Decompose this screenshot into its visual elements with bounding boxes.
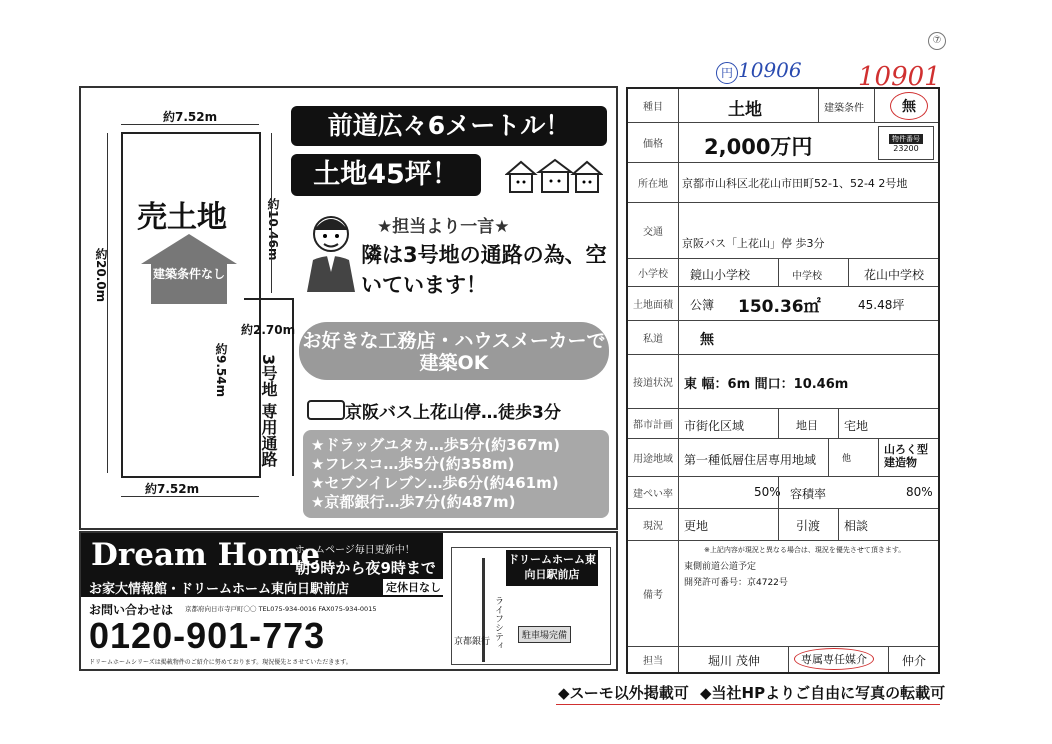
label-junior: 中学校 xyxy=(792,271,822,282)
fineprint: ドリームホームシリーズは掲載物件のご紹介に努めております。現況優先とさせていただきます。 xyxy=(89,659,352,666)
value-deal-type: 専属専任媒介 xyxy=(794,648,874,670)
label-elementary: 小学校 xyxy=(628,259,679,286)
map-shop-label: ドリームホーム東向日駅前店 xyxy=(506,550,598,586)
property-summary-table xyxy=(626,87,940,674)
value-property-number: 23200 xyxy=(893,143,919,153)
property-number-box xyxy=(878,126,934,160)
staff-comment: 隣は3号地の通路の為、空いています！ xyxy=(361,243,607,297)
label-land-area: 土地面積 xyxy=(628,287,679,320)
remarks-note: ※上記内容が現況と異なる場合は、現況を優先させて頂きます。 xyxy=(704,546,906,554)
label-road-access: 接道状況 xyxy=(628,355,679,408)
row-city-plan xyxy=(628,409,938,439)
value-coverage: 50% xyxy=(754,485,781,499)
value-floor-area-ratio: 80% xyxy=(906,485,933,499)
row-schools xyxy=(628,259,938,287)
footer-note-left: ◆スーモ以外掲載可 xyxy=(558,684,689,702)
row-status xyxy=(628,509,938,541)
handwritten-id-top: 円 10906 xyxy=(716,58,802,84)
plot-title: 売土地 xyxy=(137,200,227,235)
dim-left-line xyxy=(107,133,108,473)
label-private-road: 私道 xyxy=(628,321,679,354)
map-label-parking: 駐車場完備 xyxy=(518,626,571,643)
row-staff xyxy=(628,647,938,672)
label-status: 現況 xyxy=(628,509,679,540)
row-traffic xyxy=(628,203,938,259)
business-hours: 朝9時から夜9時まで xyxy=(295,559,436,577)
inquiry-label: お問い合わせは xyxy=(89,603,174,617)
houses-icon xyxy=(505,158,603,194)
label-price: 価格 xyxy=(628,123,679,162)
headline-road-width: 前道広々6メートル！ xyxy=(291,106,607,146)
footer-note-right: ◆当社HPよりご自由に写真の転載可 xyxy=(700,684,946,702)
value-other: 山ろく型建造物 xyxy=(884,443,928,469)
value-location: 京都市山科区北花山市田町52-1、52-4 2号地 xyxy=(682,177,908,190)
closed-days: 定休日なし xyxy=(383,579,444,595)
access-map xyxy=(451,547,611,665)
value-price: 2,000万円 xyxy=(704,135,813,159)
label-staff: 担当 xyxy=(628,647,679,672)
label-land-category: 地目 xyxy=(796,419,818,432)
value-area-tsubo: 45.48坪 xyxy=(858,298,905,312)
poi-item: ★フレスコ…歩5分(約358m) xyxy=(311,455,515,473)
dim-notch-width: 約2.70m xyxy=(241,323,296,337)
value-junior: 花山中学校 xyxy=(864,268,925,282)
arrow-text: 建築条件なし xyxy=(151,264,227,304)
dim-top-line xyxy=(121,124,259,125)
value-city-plan: 市街化区域 xyxy=(684,419,745,433)
remarks-line1: 東側前道公道予定 xyxy=(684,562,757,572)
label-other: 他 xyxy=(842,454,852,464)
bus-access: 京阪バス上花山停…徒歩3分 xyxy=(345,403,561,423)
value-type: 土地 xyxy=(728,100,762,120)
flyer xyxy=(79,86,618,530)
poi-item: ★京都銀行…歩7分(約487m) xyxy=(311,493,516,511)
dim-notch-height: 約9.54m xyxy=(214,343,228,398)
brand-logo: Dream Home xyxy=(91,537,321,573)
passage-label: 3号地 専用通路 xyxy=(259,354,278,467)
comment-heading: ★担当より一言★ xyxy=(377,217,510,237)
bus-icon xyxy=(307,400,345,420)
value-land-category: 宅地 xyxy=(844,419,869,433)
row-price xyxy=(628,123,938,163)
label-coverage: 建ぺい率 xyxy=(628,477,679,508)
value-zoning: 第一種低層住居専用地域 xyxy=(684,453,817,467)
row-remarks xyxy=(628,541,938,647)
dim-top: 約7.52m xyxy=(163,110,218,124)
value-deal: 仲介 xyxy=(902,654,927,668)
map-label-bank: 京都銀行 xyxy=(454,637,491,647)
label-type: 種目 xyxy=(628,89,679,122)
row-location xyxy=(628,163,938,203)
row-private-road xyxy=(628,321,938,355)
label-zoning: 用途地域 xyxy=(628,439,679,476)
plot-outline xyxy=(121,132,261,478)
row-road-access xyxy=(628,355,938,409)
poi-item: ★セブンイレブン…歩6分(約461m) xyxy=(311,474,559,492)
dim-bottom: 約7.52m xyxy=(145,482,200,496)
row-land-area xyxy=(628,287,938,321)
footer-underline xyxy=(556,704,940,705)
dim-right-line xyxy=(271,133,272,293)
dim-right-upper: 約10.46m xyxy=(266,198,280,261)
remarks-line2: 開発許可番号：京4722号 xyxy=(684,578,788,588)
value-elementary: 鏡山小学校 xyxy=(690,268,751,282)
nearby-facilities xyxy=(303,430,609,518)
label-property-number: 物件番号 xyxy=(889,134,923,144)
row-zoning xyxy=(628,439,938,477)
label-location: 所在地 xyxy=(628,163,679,202)
dim-bottom-line xyxy=(121,496,259,497)
company-address: 京都府向日市寺戸町〇〇 TEL075-934-0016 FAX075-934-0015 xyxy=(185,605,377,613)
poi-item: ★ドラッグユタカ…歩5分(約367m) xyxy=(311,436,560,454)
hp-note: ホームページ毎日更新中！ xyxy=(295,545,415,556)
value-staff: 堀川 茂伸 xyxy=(708,654,760,668)
value-traffic: 京阪バス「上花山」停 歩3分 xyxy=(682,237,825,250)
label-traffic: 交通 xyxy=(628,203,679,258)
value-status: 更地 xyxy=(684,519,709,533)
value-handover: 相談 xyxy=(844,519,869,533)
value-road-access: 東 幅：6m 間口：10.46m xyxy=(684,377,849,392)
value-condition: 無 xyxy=(890,92,928,120)
label-remarks: 備考 xyxy=(628,541,679,646)
value-private-road: 無 xyxy=(700,332,714,348)
dim-left: 約20.0m xyxy=(94,248,108,303)
map-label-life: ライフシティ xyxy=(493,596,503,650)
corner-mark: ⑦ xyxy=(928,32,946,50)
company-banner xyxy=(79,531,618,671)
headline-area: 土地45坪！ xyxy=(291,154,481,196)
builder-free-pill: お好きな工務店・ハウスメーカーで建築OK xyxy=(299,322,609,380)
shop-name: お家大情報館・ドリームホーム東向日駅前店 xyxy=(89,582,350,597)
value-area-m2: 150.36㎡ xyxy=(738,297,821,317)
row-type xyxy=(628,89,938,123)
row-coverage xyxy=(628,477,938,509)
label-floor-area-ratio: 容積率 xyxy=(790,487,827,501)
label-condition: 建築条件 xyxy=(824,103,864,114)
handwritten-id-right: 10901 xyxy=(858,62,941,92)
staff-avatar xyxy=(303,212,359,292)
arrow-icon xyxy=(141,234,237,264)
toll-free-number[interactable]: 0120-901-773 xyxy=(89,615,326,656)
label-handover: 引渡 xyxy=(796,519,821,533)
label-city-plan: 都市計画 xyxy=(628,409,679,438)
value-area-kind: 公簿 xyxy=(690,298,715,312)
